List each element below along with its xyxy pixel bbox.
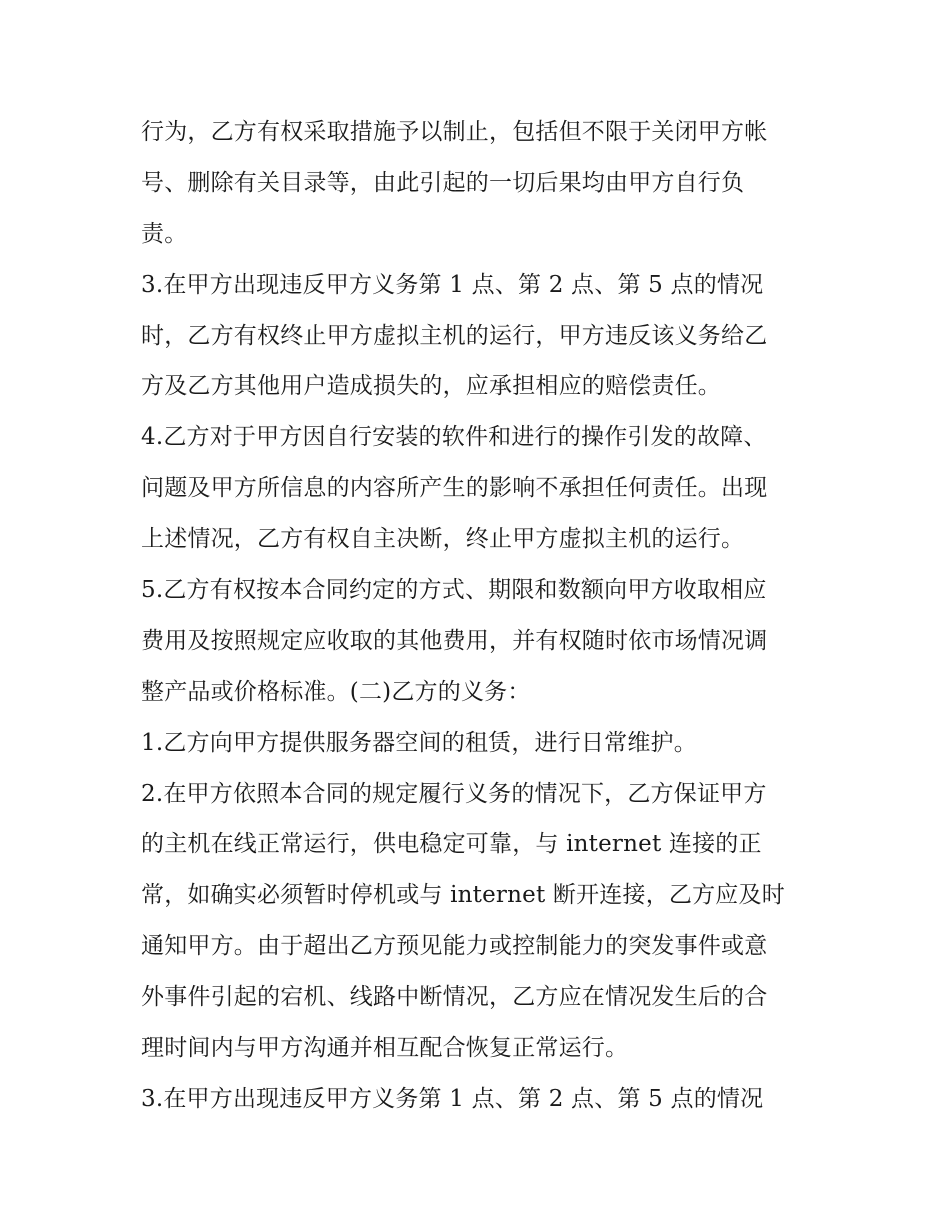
- text-line-1: 行为，乙方有权采取措施予以制止，包括但不限于关闭甲方帐: [141, 119, 768, 145]
- text-line-10: 5.乙方有权按本合同约定的方式、期限和数额向甲方收取相应: [141, 577, 767, 604]
- text-line-18: 外事件引起的宕机、线路中断情况，乙方应在情况发生后的合: [141, 984, 768, 1011]
- text-line-7: 4.乙方对于甲方因自行安装的软件和进行的操作引发的故障、: [141, 424, 767, 451]
- text-line-14: 2.在甲方依照本合同的规定履行义务的情况下，乙方保证甲方: [141, 780, 767, 807]
- text-line-8: 问题及甲方所信息的内容所产生的影响不承担任何责任。出现: [141, 475, 768, 502]
- text-line-12: 整产品或价格标准。(二)乙方的义务：: [141, 678, 531, 705]
- text-line-9: 上述情况，乙方有权自主决断，终止甲方虚拟主机的运行。: [141, 526, 745, 553]
- text-line-5: 时，乙方有权终止甲方虚拟主机的运行，甲方违反该义务给乙: [141, 322, 768, 349]
- text-line-11: 费用及按照规定应收取的其他费用，并有权随时依市场情况调: [141, 627, 768, 654]
- text-line-20: 3.在甲方出现违反甲方义务第 1 点、第 2 点、第 5 点的情况: [141, 1085, 764, 1112]
- text-line-17: 通知甲方。由于超出乙方预见能力或控制能力的突发事件或意: [141, 933, 768, 960]
- text-line-3: 责。: [141, 220, 188, 247]
- text-line-6: 方及乙方其他用户造成损失的，应承担相应的赔偿责任。: [141, 373, 721, 400]
- text-line-13: 1.乙方向甲方提供服务器空间的租赁，进行日常维护。: [141, 729, 697, 756]
- text-line-2: 号、删除有关目录等，由此引起的一切后果均由甲方自行负: [141, 169, 745, 196]
- text-line-16: 常，如确实必须暂时停机或与 internet 断开连接，乙方应及时: [141, 882, 785, 909]
- text-line-15: 的主机在线正常运行，供电稳定可靠，与 internet 连接的正: [141, 831, 762, 858]
- text-line-4: 3.在甲方出现违反甲方义务第 1 点、第 2 点、第 5 点的情况: [141, 271, 764, 298]
- text-line-19: 理时间内与甲方沟通并相互配合恢复正常运行。: [141, 1035, 629, 1062]
- document-body: [141, 107, 821, 1125]
